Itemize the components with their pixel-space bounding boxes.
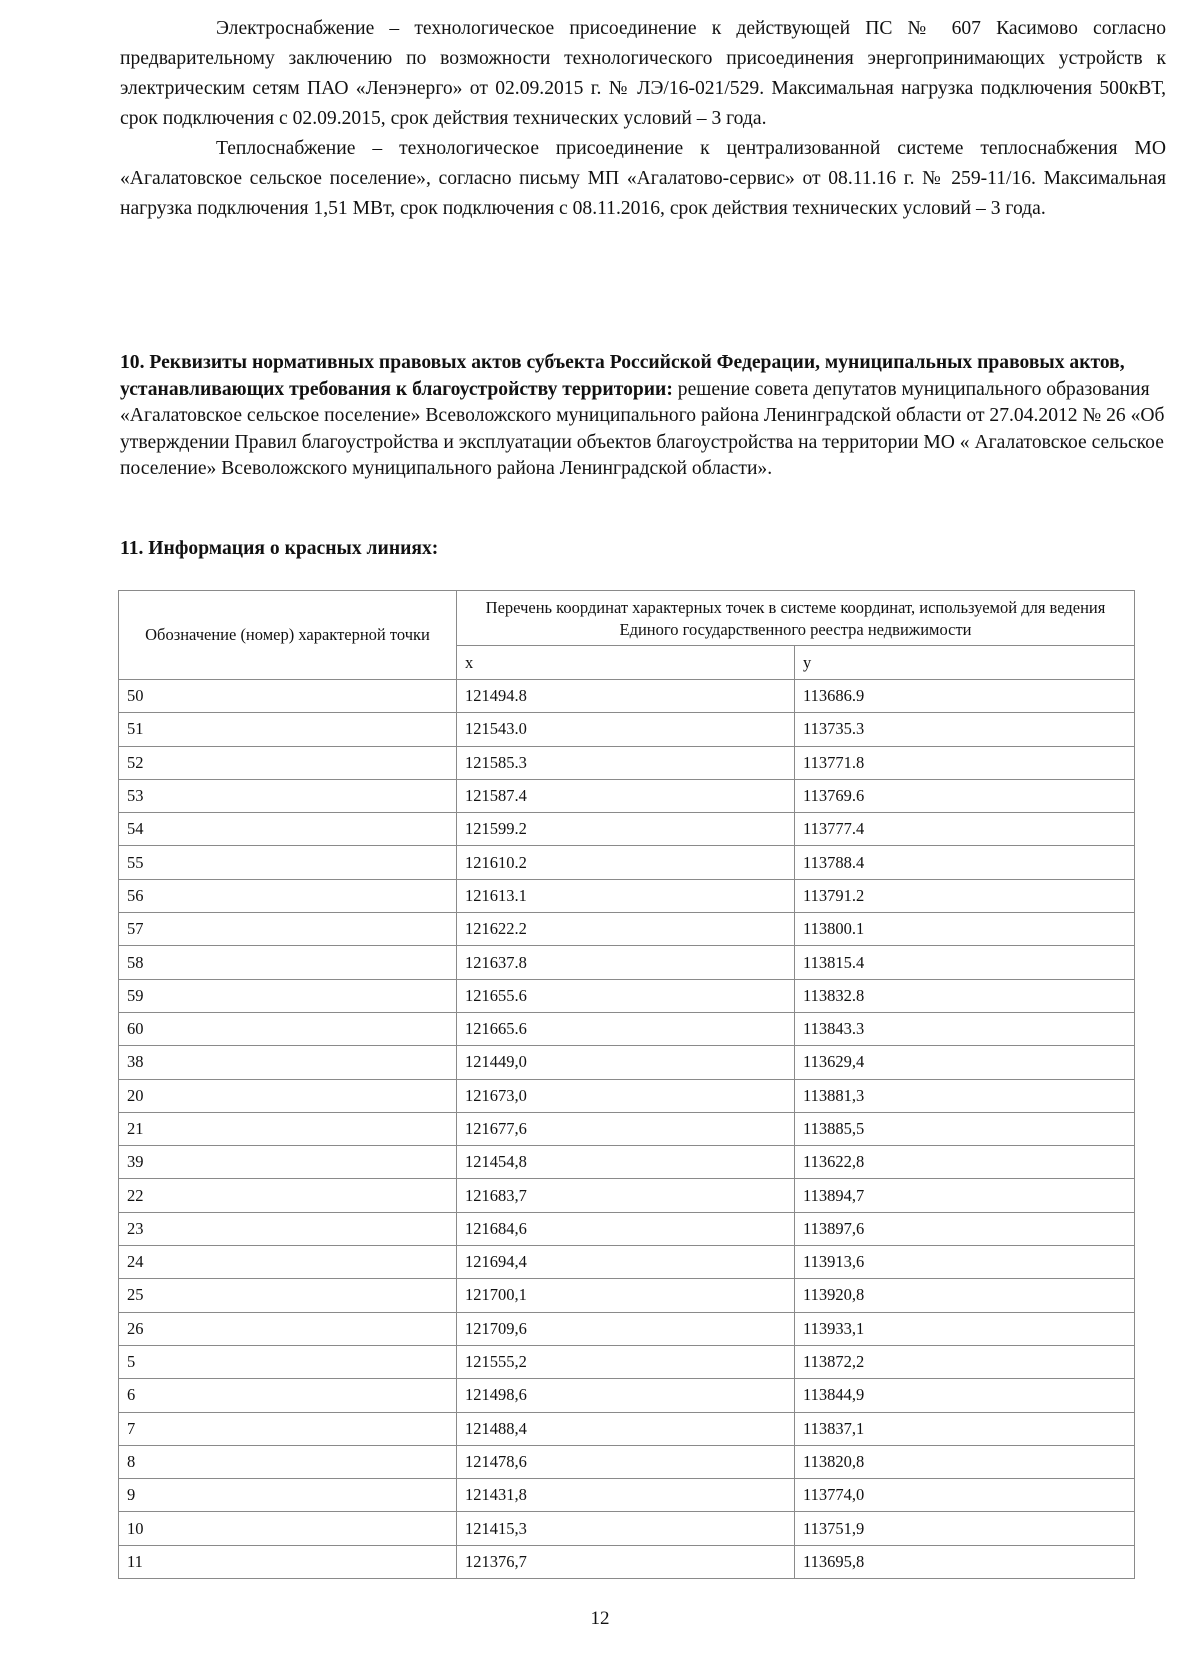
header-coordinate-list: Перечень координат характерных точек в системе координат, используемой для ведения Единого государственного реестра недвижимости (457, 591, 1135, 646)
point-number-cell: 51 (119, 713, 457, 746)
table-row (119, 1079, 1135, 1112)
y-coordinate-cell: 113832.8 (795, 979, 1135, 1012)
y-coordinate-cell: 113913,6 (795, 1246, 1135, 1279)
table-row (119, 746, 1135, 779)
y-coordinate-cell: 113894,7 (795, 1179, 1135, 1212)
x-coordinate-cell: 121673,0 (457, 1079, 795, 1112)
y-coordinate-cell: 113820,8 (795, 1445, 1135, 1478)
table-row (119, 1112, 1135, 1145)
point-number-cell: 6 (119, 1379, 457, 1412)
table-row (119, 813, 1135, 846)
table-row (119, 1179, 1135, 1212)
y-coordinate-cell: 113815.4 (795, 946, 1135, 979)
y-coordinate-cell: 113837,1 (795, 1412, 1135, 1445)
point-number-cell: 22 (119, 1179, 457, 1212)
table-row (119, 979, 1135, 1012)
point-number-cell: 39 (119, 1146, 457, 1179)
table-row (119, 1545, 1135, 1578)
x-coordinate-cell: 121585.3 (457, 746, 795, 779)
point-number-cell: 54 (119, 813, 457, 846)
y-coordinate-cell: 113872,2 (795, 1345, 1135, 1378)
point-number-cell: 10 (119, 1512, 457, 1545)
section-11 (120, 536, 1166, 563)
y-coordinate-cell: 113885,5 (795, 1112, 1135, 1145)
y-coordinate-cell: 113735.3 (795, 713, 1135, 746)
x-coordinate-cell: 121599.2 (457, 813, 795, 846)
red-lines-coordinates-table (118, 590, 1135, 1579)
x-coordinate-cell: 121709,6 (457, 1312, 795, 1345)
point-number-cell: 26 (119, 1312, 457, 1345)
y-coordinate-cell: 113920,8 (795, 1279, 1135, 1312)
y-coordinate-cell: 113695,8 (795, 1545, 1135, 1578)
x-coordinate-cell: 121610.2 (457, 846, 795, 879)
point-number-cell: 56 (119, 879, 457, 912)
y-coordinate-cell: 113788.4 (795, 846, 1135, 879)
point-number-cell: 20 (119, 1079, 457, 1112)
y-coordinate-cell: 113751,9 (795, 1512, 1135, 1545)
page-number: 12 (590, 1608, 610, 1629)
table-row (119, 1012, 1135, 1045)
x-coordinate-cell: 121622.2 (457, 913, 795, 946)
y-coordinate-cell: 113881,3 (795, 1079, 1135, 1112)
table-row (119, 1345, 1135, 1378)
table-row (119, 1312, 1135, 1345)
table-row (119, 946, 1135, 979)
x-coordinate-cell: 121543.0 (457, 713, 795, 746)
point-number-cell: 59 (119, 979, 457, 1012)
x-coordinate-cell: 121613.1 (457, 879, 795, 912)
table-row (119, 879, 1135, 912)
y-coordinate-cell: 113774,0 (795, 1479, 1135, 1512)
table-row (119, 1046, 1135, 1079)
x-coordinate-cell: 121683,7 (457, 1179, 795, 1212)
table-row (119, 846, 1135, 879)
table-row (119, 1445, 1135, 1478)
point-number-cell: 8 (119, 1445, 457, 1478)
header-x: x (457, 646, 795, 680)
paragraph-heating: Теплоснабжение – технологическое присоединение к централизованной системе теплоснабжения МО «Агалатовское сельское поселение», согласно письму МП «Агалатово-сервис» от 08.11.16 г. № 259-11/16. Максимальная нагрузка подключения 1,51 МВт, срок подключения с 08.11.2016, срок действия технических условий – 3 года. (120, 138, 1166, 219)
x-coordinate-cell: 121454,8 (457, 1146, 795, 1179)
x-coordinate-cell: 121494.8 (457, 680, 795, 713)
point-number-cell: 53 (119, 779, 457, 812)
x-coordinate-cell: 121700,1 (457, 1279, 795, 1312)
y-coordinate-cell: 113777.4 (795, 813, 1135, 846)
red-lines-table-container (118, 590, 1134, 1579)
y-coordinate-cell: 113622,8 (795, 1146, 1135, 1179)
point-number-cell: 24 (119, 1246, 457, 1279)
header-y: y (795, 646, 1135, 680)
header-point-designation: Обозначение (номер) характерной точки (119, 591, 457, 680)
y-coordinate-cell: 113844,9 (795, 1379, 1135, 1412)
x-coordinate-cell: 121587.4 (457, 779, 795, 812)
table-row (119, 1379, 1135, 1412)
point-number-cell: 38 (119, 1046, 457, 1079)
point-number-cell: 23 (119, 1212, 457, 1245)
point-number-cell: 58 (119, 946, 457, 979)
section-11-heading: 11. Информация о красных линиях: (120, 538, 439, 559)
x-coordinate-cell: 121555,2 (457, 1345, 795, 1378)
point-number-cell: 9 (119, 1479, 457, 1512)
paragraph-electricity: Электроснабжение – технологическое присоединение к действующей ПС № 607 Касимово согласно предварительному заключению по возможности технологического присоединения энергопринимающих устройств к электрическим сетям ПАО «Ленэнерго» от 02.09.2015 г. № ЛЭ/16-021/529. Максимальная нагрузка подключения 500кВТ, срок подключения с 02.09.2015, срок действия технических условий – 3 года. (120, 18, 1166, 129)
table-row (119, 1479, 1135, 1512)
point-number-cell: 21 (119, 1112, 457, 1145)
section-10-heading: 10. Реквизиты нормативных правовых актов субъекта Российской Федерации, муниципальных правовых актов, устанавливающих требования к благоустройству территории: (120, 352, 1125, 400)
x-coordinate-cell: 121684,6 (457, 1212, 795, 1245)
x-coordinate-cell: 121498,6 (457, 1379, 795, 1412)
section-10-text: решение совета депутатов муниципального образования «Агалатовское сельское поселение» Всеволожского муниципального района Ленинградской области от 27.04.2012 № 26 «Об утверждении Правил благоустройства и эксплуатации объектов благоустройства на территории МО « Агалатовское сельское поселение» Всеволожского муниципального района Ленинградской области». (120, 378, 1165, 479)
x-coordinate-cell: 121449,0 (457, 1046, 795, 1079)
table-row (119, 680, 1135, 713)
x-coordinate-cell: 121415,3 (457, 1512, 795, 1545)
y-coordinate-cell: 113843.3 (795, 1012, 1135, 1045)
table-row (119, 1412, 1135, 1445)
x-coordinate-cell: 121655.6 (457, 979, 795, 1012)
point-number-cell: 52 (119, 746, 457, 779)
y-coordinate-cell: 113771.8 (795, 746, 1135, 779)
table-row (119, 1146, 1135, 1179)
point-number-cell: 55 (119, 846, 457, 879)
y-coordinate-cell: 113800.1 (795, 913, 1135, 946)
point-number-cell: 5 (119, 1345, 457, 1378)
point-number-cell: 11 (119, 1545, 457, 1578)
table-row (119, 913, 1135, 946)
x-coordinate-cell: 121376,7 (457, 1545, 795, 1578)
point-number-cell: 60 (119, 1012, 457, 1045)
x-coordinate-cell: 121677,6 (457, 1112, 795, 1145)
x-coordinate-cell: 121488,4 (457, 1412, 795, 1445)
x-coordinate-cell: 121637.8 (457, 946, 795, 979)
point-number-cell: 25 (119, 1279, 457, 1312)
table-row (119, 1512, 1135, 1545)
x-coordinate-cell: 121694,4 (457, 1246, 795, 1279)
y-coordinate-cell: 113629,4 (795, 1046, 1135, 1079)
y-coordinate-cell: 113933,1 (795, 1312, 1135, 1345)
y-coordinate-cell: 113897,6 (795, 1212, 1135, 1245)
x-coordinate-cell: 121478,6 (457, 1445, 795, 1478)
table-row (119, 1279, 1135, 1312)
section-10 (120, 350, 1166, 483)
y-coordinate-cell: 113769.6 (795, 779, 1135, 812)
point-number-cell: 57 (119, 913, 457, 946)
point-number-cell: 7 (119, 1412, 457, 1445)
point-number-cell: 50 (119, 680, 457, 713)
x-coordinate-cell: 121431,8 (457, 1479, 795, 1512)
x-coordinate-cell: 121665.6 (457, 1012, 795, 1045)
table-body (119, 680, 1135, 1579)
table-row (119, 1212, 1135, 1245)
document-page (120, 14, 1166, 1571)
table-row (119, 779, 1135, 812)
table-row (119, 713, 1135, 746)
y-coordinate-cell: 113686.9 (795, 680, 1135, 713)
table-row (119, 1246, 1135, 1279)
y-coordinate-cell: 113791.2 (795, 879, 1135, 912)
